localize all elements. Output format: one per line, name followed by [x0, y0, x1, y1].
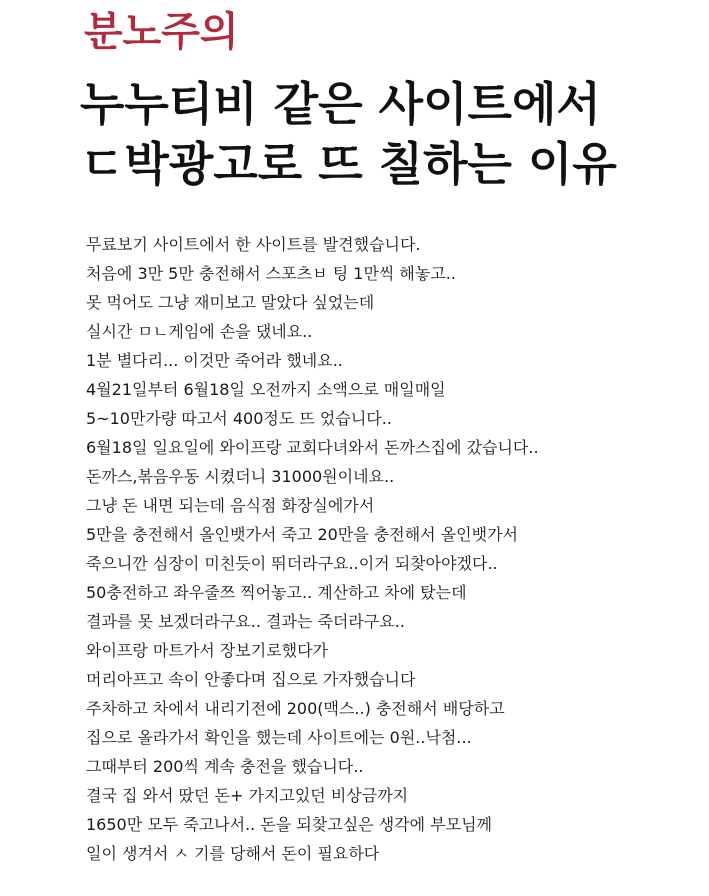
story-line: 그때부터 200씩 계속 충전을 했습니다.. — [86, 757, 364, 776]
story-line: 1650만 모두 죽고나서.. 돈을 되찾고싶은 생각에 부모님께 — [86, 815, 492, 834]
story-line: 결국 집 와서 땄던 돈+ 가지고있던 비상금까지 — [86, 786, 409, 805]
headline-line-1: 누누티비 같은 사이트에서 — [80, 77, 601, 131]
story-line: 그냥 돈 내면 되는데 음식점 화장실에가서 — [86, 496, 375, 515]
story-line: 처음에 3만 5만 충전해서 스포츠ㅂ 팅 1만씩 해놓고.. — [86, 264, 456, 283]
story-line: 4월21일부터 6월18일 오전까지 소액으로 매일매일 — [86, 380, 446, 399]
story-line: 주차하고 차에서 내리기전에 200(맥스..) 충전해서 배당하고 — [86, 699, 505, 718]
headline-line-2: ㄷ박광고로 뜨 칠하는 이유 — [80, 137, 617, 191]
story-line: 50충전하고 좌우줄쯔 찍어놓고.. 계산하고 차에 탔는데 — [86, 583, 467, 602]
story-text — [86, 230, 696, 868]
story-line: 죽으니깐 심장이 미친듯이 뛰더라구요..이거 되찾아야겠다.. — [86, 554, 498, 573]
story-line: 집으로 올라가서 확인을 했는데 사이트에는 0원..낙첨... — [86, 728, 472, 747]
story-line: 6월18일 일요일에 와이프랑 교회다녀와서 돈까스집에 갔습니다.. — [86, 438, 539, 457]
story-line: 머리아프고 속이 안좋다며 집으로 가자했습니다 — [86, 670, 416, 689]
story-line: 5만을 충전해서 올인뱃가서 죽고 20만을 충전해서 올인뱃가서 — [86, 525, 518, 544]
story-line: 돈까스,볶음우동 시켰더니 31000원이네요.. — [86, 467, 395, 486]
story-line: 와이프랑 마트가서 장보기로했다가 — [86, 641, 329, 660]
story-line: 실시간 ㅁㄴ게임에 손을 댔네요.. — [86, 322, 313, 341]
story-line: 5~10만가량 따고서 400정도 뜨 었습니다.. — [86, 409, 392, 428]
story-line: 일이 생겨서 ㅅ 기를 당해서 돈이 필요하다 — [86, 844, 380, 863]
story-line: 1분 별다리... 이것만 죽어라 했네요.. — [86, 351, 343, 370]
story-line: 못 먹어도 그냥 재미보고 말았다 싶었는데 — [86, 293, 375, 312]
story-line: 결과를 못 보겠더라구요.. 결과는 죽더라구요.. — [86, 612, 405, 631]
story-line: 무료보기 사이트에서 한 사이트를 발견했습니다. — [86, 235, 421, 254]
category-tag: 분노주의 — [84, 9, 239, 55]
